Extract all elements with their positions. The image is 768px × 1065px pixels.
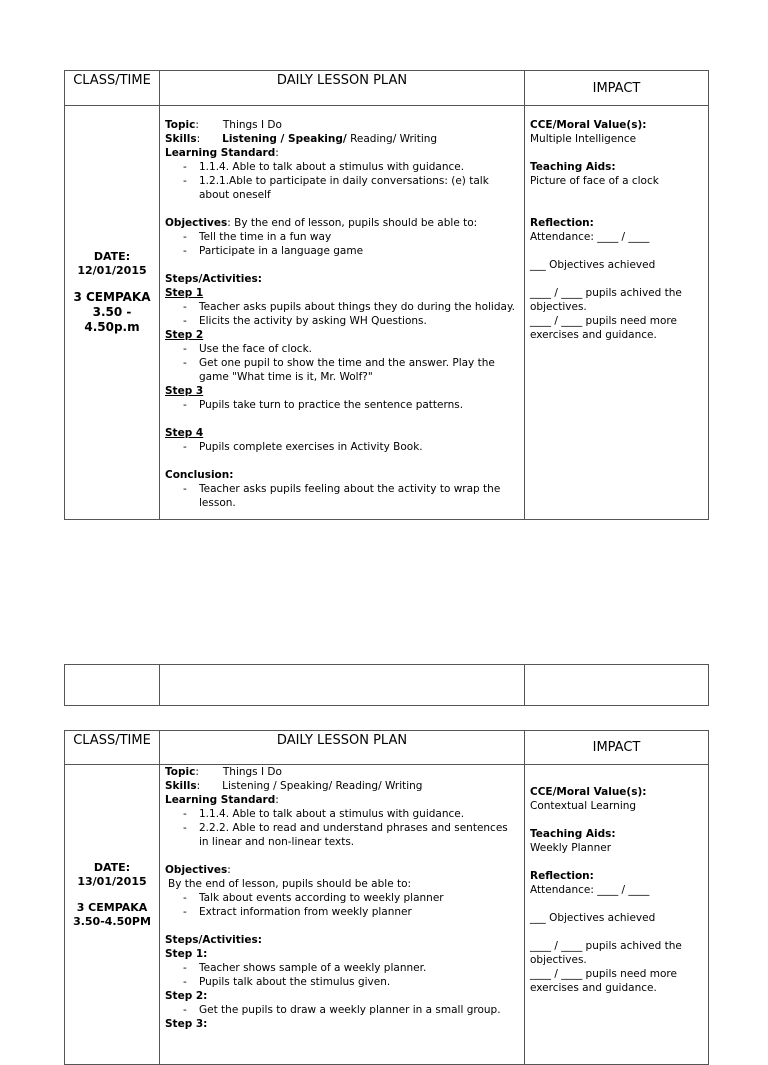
class-name: 3 CEMPAKA (76, 901, 148, 914)
learning-standard-item: - 1.1.4. Able to talk about a stimulus with guidance. (199, 160, 520, 174)
teaching-aids-value: Weekly Planner (530, 842, 612, 854)
conclusion-item: - Teacher asks pupils feeling about the activity to wrap the lesson. (199, 482, 520, 510)
skills-label: Skills (165, 133, 197, 145)
learning-standard-label: Learning Standard (165, 147, 276, 159)
steps-label: Steps/Activities: (165, 273, 262, 285)
impact-cell (525, 106, 709, 520)
empty-cell (65, 665, 160, 706)
objectives-label: Objectives (165, 217, 228, 229)
step1-item: - Teacher asks pupils about things they do during the holiday. (199, 300, 520, 314)
step2-item: - Get the pupils to draw a weekly planner in a small group. (199, 1003, 520, 1017)
objective-item: - Tell the time in a fun way (199, 230, 520, 244)
pupils-need-more: ____ / ____ pupils need more exercises and guidance. (530, 968, 677, 994)
step4-item: - Pupils complete exercises in Activity Book. (199, 440, 520, 454)
topic-label: Topic (165, 766, 196, 778)
objective-item: - Extract information from weekly planner (199, 905, 520, 919)
teaching-aids-value: Picture of face of a clock (530, 175, 659, 187)
topic-value: Things I Do (222, 766, 282, 778)
attendance: Attendance: ____ / ____ (530, 884, 650, 896)
step2-label: Step 2 (165, 329, 204, 341)
cce-label: CCE/Moral Value(s): (530, 786, 647, 798)
lesson-plan-table-1 (64, 70, 709, 520)
date-value: 13/01/2015 (77, 875, 147, 888)
cce-value: Multiple Intelligence (530, 133, 637, 145)
date-class-cell (65, 765, 160, 1065)
step1-label: Step 1 (165, 287, 204, 299)
attendance: Attendance: ____ / ____ (530, 231, 650, 243)
header-class-time: CLASS/TIME (65, 71, 160, 106)
cce-label: CCE/Moral Value(s): (530, 119, 647, 131)
steps-label: Steps/Activities: (165, 934, 262, 946)
learning-standard-label: Learning Standard (165, 794, 276, 806)
skills-bold: Listening / Speaking/ (222, 133, 347, 145)
step4-label: Step 4 (165, 427, 204, 439)
objectives-text: : By the end of lesson, pupils should be able to: (227, 217, 478, 229)
pupils-need-more: ____ / ____ pupils need more exercises and guidance. (530, 315, 677, 341)
step3-label: Step 3 (165, 385, 204, 397)
date-class-cell (65, 106, 160, 520)
step3-label: Step 3: (165, 1018, 208, 1030)
header-impact: IMPACT (525, 71, 709, 106)
step2-item: - Use the face of clock. (199, 342, 520, 356)
objective-item: - Participate in a language game (199, 244, 520, 258)
pupils-achieved: ____ / ____ pupils achived the objectives. (530, 940, 682, 966)
lesson-plan-table-2 (64, 730, 709, 1065)
date-label: DATE: (93, 250, 131, 263)
empty-table (64, 664, 709, 706)
objectives-text: By the end of lesson, pupils should be able to: (168, 878, 412, 890)
skills-value: Listening / Speaking/ Reading/ Writing (222, 780, 423, 792)
reflection-label: Reflection: (530, 217, 594, 229)
objectives-achieved: ___ Objectives achieved (530, 259, 656, 271)
step1-item: - Pupils talk about the stimulus given. (199, 975, 520, 989)
header-class-time: CLASS/TIME (65, 731, 160, 765)
step2-label: Step 2: (165, 990, 208, 1002)
conclusion-label: Conclusion: (165, 469, 234, 481)
step2-item: - Get one pupil to show the time and the answer. Play the game "What time is it, Mr. Wolf?" (199, 356, 520, 384)
learning-standard-item: - 2.2.2. Able to read and understand phrases and sentences in linear and non-linear texts. (199, 821, 520, 849)
reflection-label: Reflection: (530, 870, 594, 882)
cce-value: Contextual Learning (530, 800, 637, 812)
date-label: DATE: (93, 861, 131, 874)
learning-standard-item: - 1.2.1.Able to participate in daily conversations: (e) talk about oneself (199, 174, 520, 202)
header-title: DAILY LESSON PLAN (160, 731, 525, 765)
step1-item: - Elicits the activity by asking WH Questions. (199, 314, 520, 328)
objective-item: - Talk about events according to weekly planner (199, 891, 520, 905)
step3-item: - Pupils take turn to practice the sentence patterns. (199, 398, 520, 412)
step1-item: - Teacher shows sample of a weekly planner. (199, 961, 520, 975)
class-time: 3.50 - 4.50p.m (84, 305, 140, 334)
class-name: 3 CEMPAKA (73, 290, 151, 304)
empty-cell (525, 665, 709, 706)
skills-rest: Reading/ Writing (346, 133, 438, 145)
objectives-achieved: ___ Objectives achieved (530, 912, 656, 924)
header-title: DAILY LESSON PLAN (160, 71, 525, 106)
skills-label: Skills (165, 780, 197, 792)
topic-label: Topic (165, 119, 196, 131)
date-value: 12/01/2015 (77, 264, 147, 277)
pupils-achieved: ____ / ____ pupils achived the objectives. (530, 287, 682, 313)
teaching-aids-label: Teaching Aids: (530, 161, 616, 173)
topic-value: Things I Do (222, 119, 282, 131)
learning-standard-item: - 1.1.4. Able to talk about a stimulus with guidance. (199, 807, 520, 821)
impact-cell (525, 765, 709, 1065)
header-impact: IMPACT (525, 731, 709, 765)
lesson-body: Topic: Things I Do Skills: Listening / Speaking/ Reading/ Writing Learning Standard: - 1.1.4. Able to talk about a stimulus with guidance. - 2.2.2. Able to read and understand phrases and sentences in linear and non-linear texts. Objectives: By the end of lesson, pupils should be able to: - Talk about events according to weekly planner - Extract information from weekly planner Steps/Activities: Step 1: - Teacher shows sample of a weekly planner. - Pupils talk about the stimulus given. Step 2: - Get the pupils to draw a weekly planner in a small group. Step 3: (160, 765, 525, 1065)
objectives-label: Objectives (165, 864, 228, 876)
class-time: 3.50-4.50PM (73, 915, 151, 928)
teaching-aids-label: Teaching Aids: (530, 828, 616, 840)
empty-cell (160, 665, 525, 706)
lesson-body: Topic: Things I Do Skills: Listening / Speaking/ Reading/ Writing Learning Standard: - 1.1.4. Able to talk about a stimulus with guidance. - 1.2.1.Able to participate in daily conversations: (e) talk about oneself Objectives: By the end of lesson, pupils should be able to: - Tell the time in a fun way - Participate in a language game Steps/Activities: Step 1 - Teacher asks pupils about things they do during the holiday. - Elicits the activity by asking WH Questions. Step 2 - Use the face of clock. - Get one pupil to show the time and the answer. Play the game "What time is it, Mr. Wolf?" Step 3 - Pupils take turn to practice the sentence patterns. Step 4 - Pupils complete exercises in Activity Book. Conclusion: - Teacher asks pupils feeling about the activity to wrap the lesson. (160, 106, 525, 520)
step1-label: Step 1: (165, 948, 208, 960)
